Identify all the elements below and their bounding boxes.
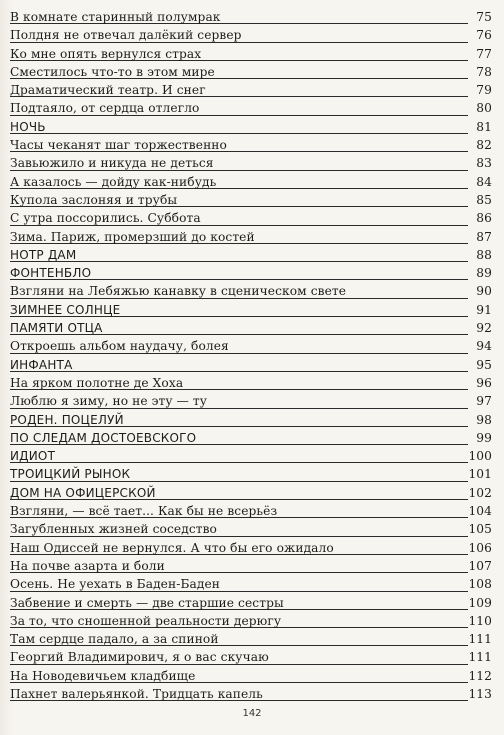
toc-entry (10, 685, 498, 703)
toc-entry-title: РОДЕН. ПОЦЕЛУЙ (10, 412, 124, 427)
toc-entry-page: 99 (476, 430, 492, 445)
toc-entry-page: 105 (468, 522, 492, 537)
toc-entry-title: ИДИОТ (10, 449, 56, 464)
toc-entry-title: ФОНТЕНБЛО (10, 266, 92, 281)
toc-entry-page: 80 (476, 101, 492, 116)
toc-entry-title: Откроешь альбом наудачу, болея (10, 339, 229, 354)
toc-entry-page: 88 (476, 247, 492, 262)
toc-entry-page: 92 (476, 321, 492, 336)
toc-entry (10, 191, 498, 209)
toc-entry (10, 374, 498, 392)
toc-entry (10, 502, 498, 520)
toc-entry (10, 465, 498, 483)
toc-entry-title: ИНФАНТА (10, 357, 73, 372)
toc-entry-page: 111 (468, 632, 492, 647)
toc-entry-title: НОЧЬ (10, 119, 46, 134)
leader-line (10, 371, 468, 372)
toc-entry-page: 83 (476, 156, 492, 171)
toc-entry (10, 484, 498, 502)
toc-entry-title: Драматический театр. И снег (10, 83, 206, 98)
toc-entry-title: Подтаяло, от сердца отлегло (10, 101, 200, 116)
toc-entry-page: 107 (468, 558, 492, 573)
toc-entry-page: 82 (476, 138, 492, 153)
toc-entry (10, 539, 498, 557)
leader-line (10, 462, 468, 463)
toc-entry (10, 81, 498, 99)
toc-entry-page: 89 (476, 266, 492, 281)
toc-entry-title: Пахнет валерьянкой. Тридцать капель (10, 686, 263, 701)
toc-entry (10, 630, 498, 648)
toc-entry-page: 91 (476, 302, 492, 317)
toc-entry (10, 301, 498, 319)
toc-entry (10, 282, 498, 300)
toc-entry (10, 667, 498, 685)
table-of-contents (10, 8, 498, 703)
toc-entry (10, 99, 498, 117)
toc-entry (10, 429, 498, 447)
toc-entry-title: ТРОИЦКИЙ РЫНОК (10, 467, 131, 482)
toc-entry-page: 104 (468, 504, 492, 519)
leader-line (10, 133, 468, 134)
toc-entry-page: 110 (468, 613, 492, 628)
toc-entry-title: На почве азарта и боли (10, 558, 165, 573)
toc-entry-title: На ярком полотне де Хоха (10, 375, 184, 390)
toc-entry (10, 264, 498, 282)
toc-entry-page: 108 (468, 577, 492, 592)
toc-entry-title: Купола заслоняя и трубы (10, 192, 178, 207)
toc-entry-title: Забвение и смерть — две старшие сестры (10, 595, 284, 610)
toc-entry-page: 95 (476, 357, 492, 372)
toc-entry (10, 246, 498, 264)
toc-entry (10, 209, 498, 227)
toc-entry-title: Часы чеканят шаг торжественно (10, 138, 227, 153)
toc-entry (10, 648, 498, 666)
toc-entry (10, 557, 498, 575)
toc-entry (10, 45, 498, 63)
toc-entry-page: 96 (476, 375, 492, 390)
toc-entry (10, 228, 498, 246)
toc-entry (10, 612, 498, 630)
toc-entry-title: Георгий Владимирович, я о вас скучаю (10, 650, 269, 665)
toc-entry-title: За то, что сношенной реальности дерюгу (10, 613, 282, 628)
toc-entry-title: Ко мне опять вернулся страх (10, 46, 202, 61)
toc-entry (10, 136, 498, 154)
toc-entry-page: 78 (476, 64, 492, 79)
toc-entry-page: 111 (468, 650, 492, 665)
toc-entry-page: 87 (476, 229, 492, 244)
toc-entry (10, 173, 498, 191)
toc-entry (10, 26, 498, 44)
toc-entry-page: 98 (476, 412, 492, 427)
toc-entry (10, 392, 498, 410)
toc-entry-title: Загубленных жизней соседство (10, 522, 217, 537)
page-number: 142 (242, 708, 262, 719)
toc-entry-title: А казалось — дойду как-нибудь (10, 174, 217, 189)
toc-entry (10, 594, 498, 612)
toc-entry-title: Взгляни, — всё тает... Как бы не всерьёз (10, 504, 278, 519)
toc-entry-title: Наш Одиссей не вернулся. А что бы его ожидало (10, 540, 334, 555)
toc-entry-title: ДОМ НА ОФИЦЕРСКОЙ (10, 485, 156, 500)
toc-entry-title: Там сердце падало, а за спиной (10, 632, 219, 647)
toc-entry-title: Взгляни на Лебяжью канавку в сценическом свете (10, 284, 347, 299)
toc-entry-title: Завьюжило и никуда не деться (10, 156, 214, 171)
toc-entry-page: 112 (468, 668, 492, 683)
toc-entry (10, 118, 498, 136)
toc-entry-page: 100 (468, 449, 492, 464)
toc-entry-page: 101 (468, 467, 492, 482)
toc-entry-page: 109 (468, 595, 492, 610)
toc-entry-title: На Новодевичьем кладбище (10, 668, 196, 683)
toc-entry-title: Осень. Не уехать в Баден-Баден (10, 577, 221, 592)
toc-entry-page: 81 (476, 119, 492, 134)
toc-entry (10, 520, 498, 538)
toc-entry (10, 411, 498, 429)
toc-entry-page: 77 (476, 46, 492, 61)
toc-entry-title: С утра поссорились. Суббота (10, 211, 201, 226)
toc-entry (10, 356, 498, 374)
toc-entry-title: Люблю я зиму, но не эту — ту (10, 394, 208, 409)
toc-entry-title: ЗИМНЕЕ СОЛНЦЕ (10, 302, 121, 317)
toc-entry (10, 63, 498, 81)
toc-entry (10, 319, 498, 337)
toc-entry-page: 106 (468, 540, 492, 555)
toc-entry (10, 575, 498, 593)
toc-entry-page: 90 (476, 284, 492, 299)
toc-entry-title: В комнате старинный полумрак (10, 10, 221, 24)
toc-entry-page: 86 (476, 211, 492, 226)
toc-entry-page: 84 (476, 174, 492, 189)
toc-entry (10, 337, 498, 355)
toc-entry-page: 79 (476, 83, 492, 98)
toc-entry-page: 76 (476, 28, 492, 43)
toc-entry-page: 102 (468, 485, 492, 500)
toc-entry-page: 75 (476, 10, 492, 24)
toc-entry (10, 154, 498, 172)
toc-entry (10, 8, 498, 26)
toc-entry-title: ПАМЯТИ ОТЦА (10, 321, 103, 336)
toc-entry (10, 447, 498, 465)
toc-entry-title: Зима. Париж, промерзший до костей (10, 229, 255, 244)
toc-entry-title: Полдня не отвечал далёкий сервер (10, 28, 242, 43)
toc-entry-title: ПО СЛЕДАМ ДОСТОЕВСКОГО (10, 430, 197, 445)
toc-entry-page: 97 (476, 394, 492, 409)
toc-entry-title: НОТР ДАМ (10, 247, 77, 262)
toc-entry-page: 113 (468, 686, 492, 701)
toc-entry-title: Сместилось что-то в этом мире (10, 64, 215, 79)
toc-entry-page: 85 (476, 192, 492, 207)
toc-entry-page: 94 (476, 339, 492, 354)
